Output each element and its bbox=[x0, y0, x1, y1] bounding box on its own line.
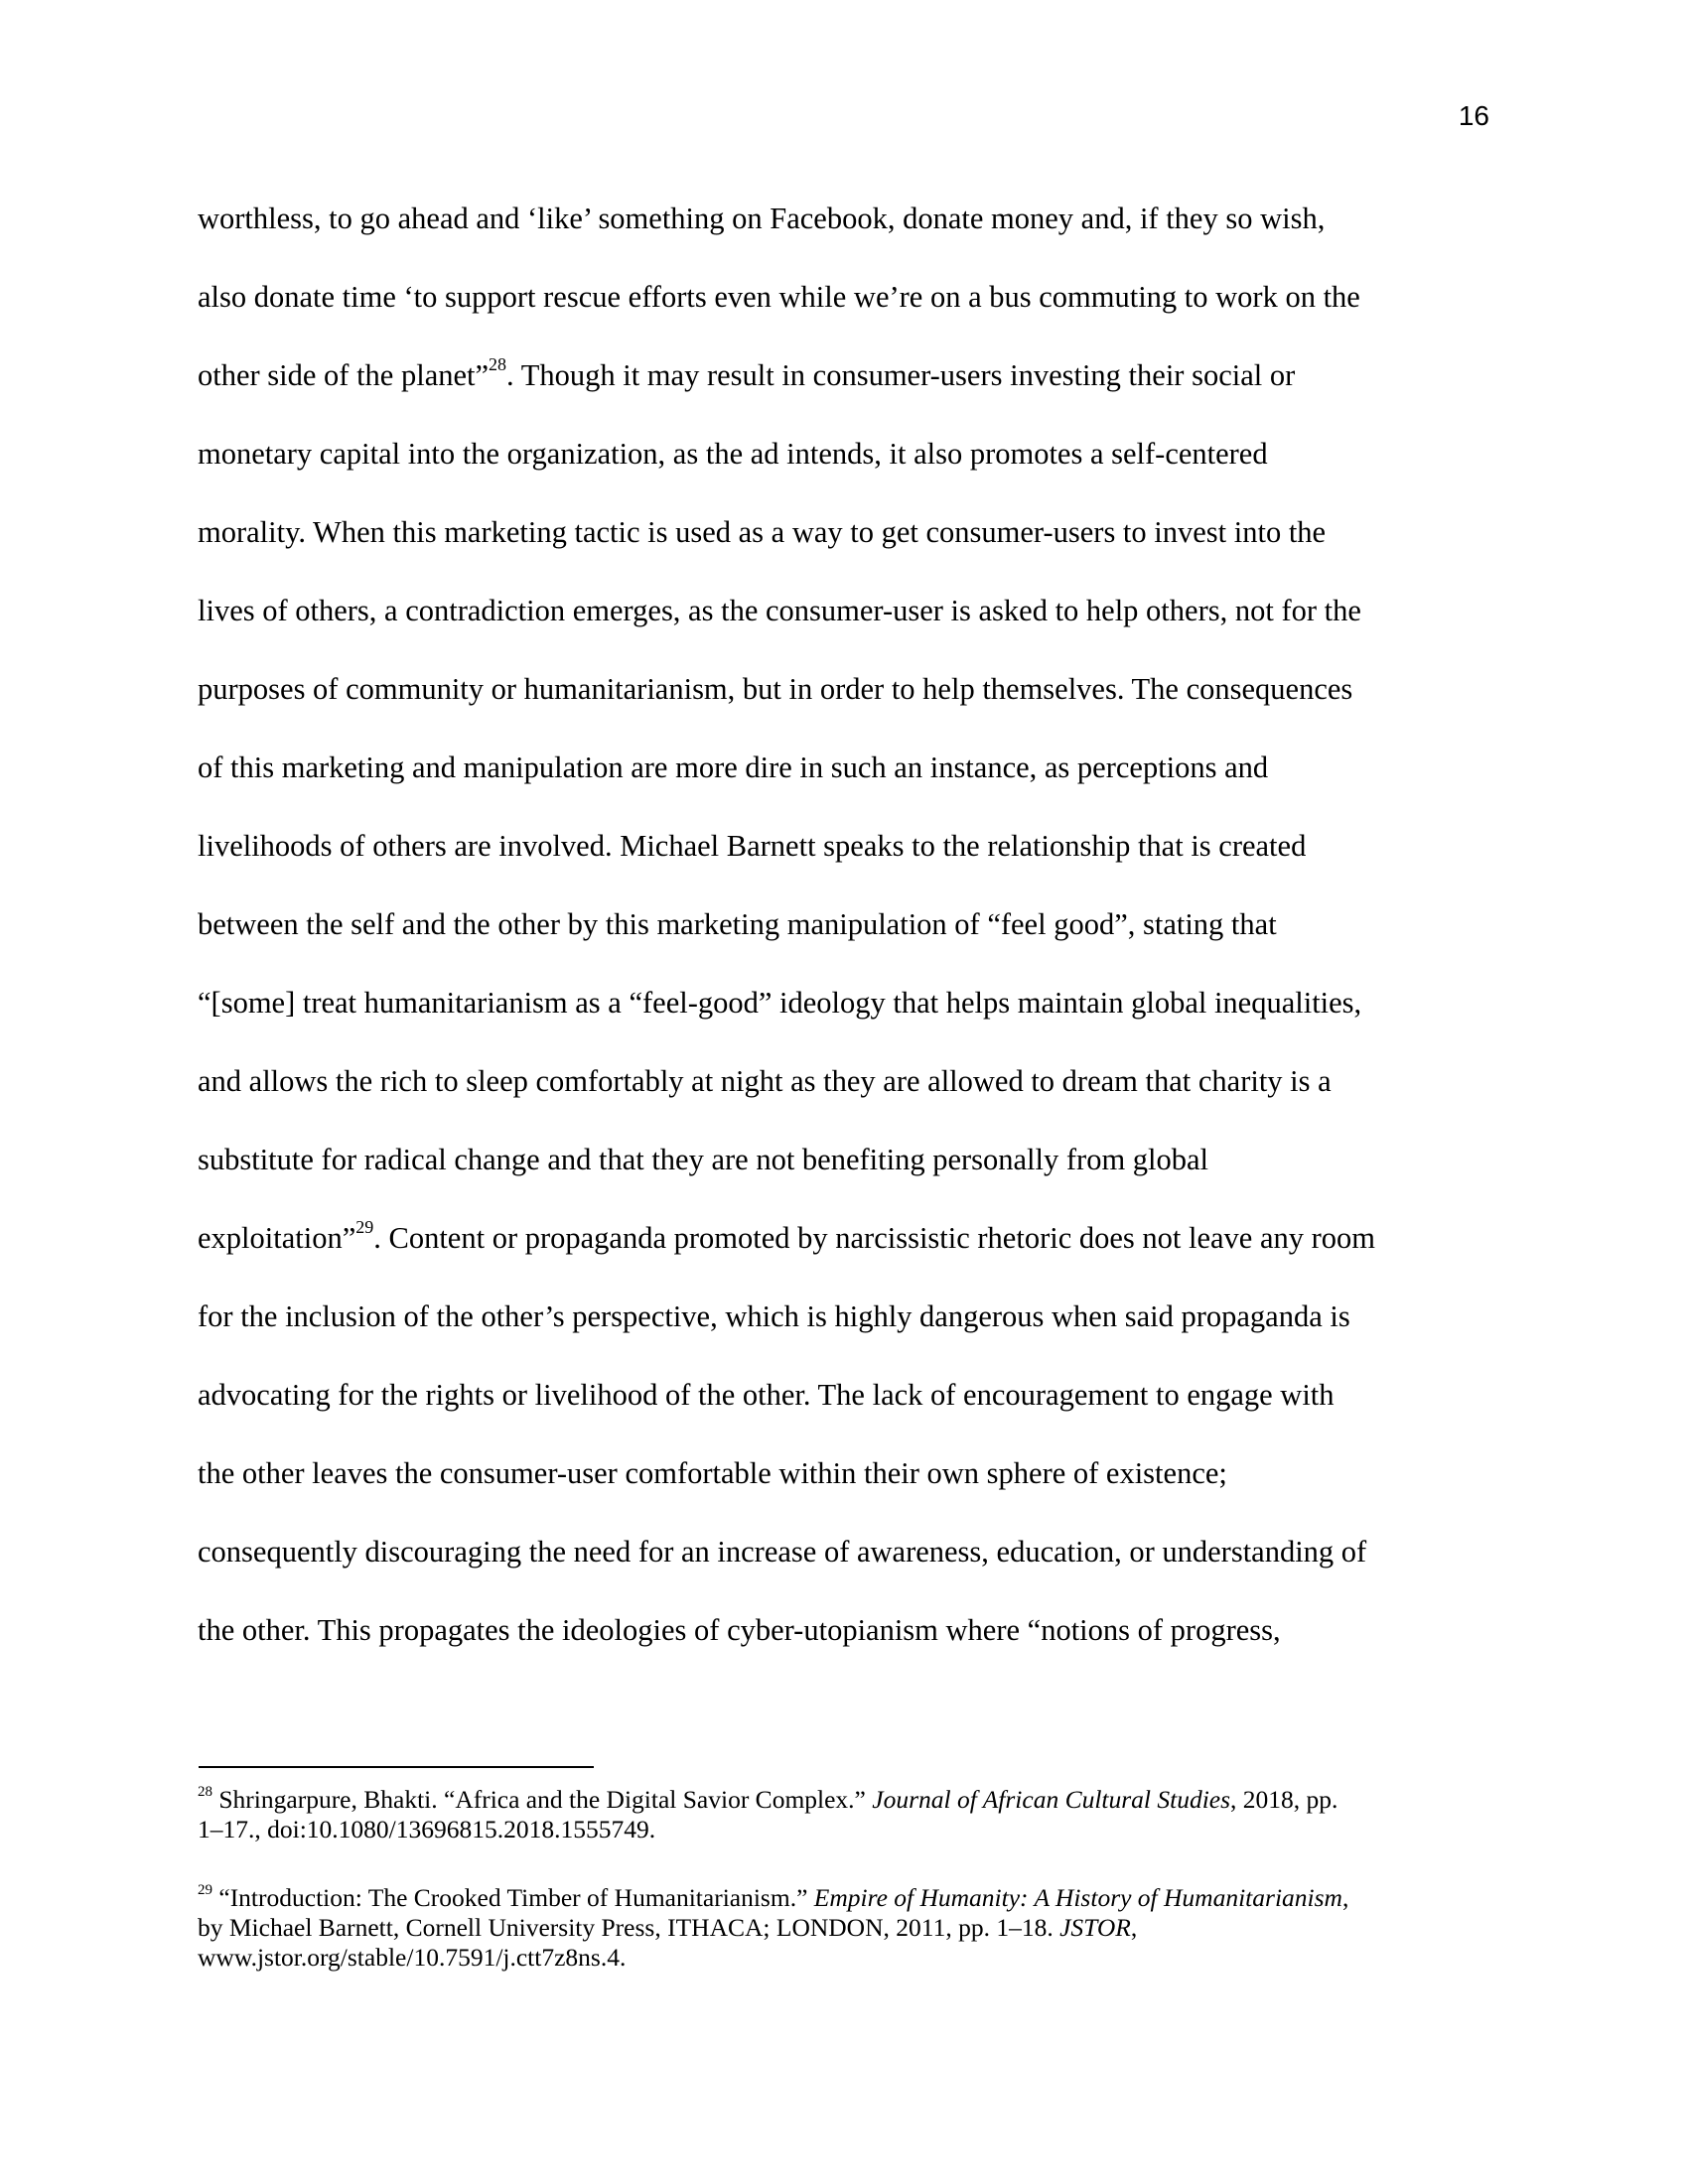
footnote-text: by Michael Barnett, Cornell University Press, ITHACA; LONDON, 2011, pp. 1–18. bbox=[198, 1913, 1060, 1942]
footnote-29 bbox=[198, 1881, 1349, 1912]
body-line: advocating for the rights or livelihood of the other. The lack of encouragement to engage with bbox=[198, 1378, 1335, 1412]
book-title: Empire of Humanity: A History of Humanitarianism bbox=[813, 1883, 1342, 1912]
body-line: between the self and the other by this marketing manipulation of “feel good”, stating that bbox=[198, 907, 1277, 941]
body-line bbox=[198, 355, 1295, 395]
body-line: “[some] treat humanitarianism as a “feel-good” ideology that helps maintain global inequalities, bbox=[198, 986, 1362, 1020]
footnote-ref-29: 29 bbox=[355, 1216, 374, 1237]
journal-title: Journal of African Cultural Studies bbox=[872, 1785, 1231, 1814]
body-text-span: other side of the planet” bbox=[198, 358, 490, 392]
body-line: purposes of community or humanitarianism, but in order to help themselves. The consequences bbox=[198, 672, 1353, 706]
source-title: JSTOR bbox=[1059, 1913, 1131, 1942]
footnote-text: “Introduction: The Crooked Timber of Humanitarianism.” bbox=[212, 1883, 814, 1912]
body-line: lives of others, a contradiction emerges, as the consumer-user is asked to help others, not for the bbox=[198, 594, 1361, 627]
body-line: and allows the rich to sleep comfortably at night as they are allowed to dream that charity is a bbox=[198, 1064, 1332, 1098]
body-line: consequently discouraging the need for an increase of awareness, education, or understanding of bbox=[198, 1535, 1367, 1569]
body-line: worthless, to go ahead and ‘like’ something on Facebook, donate money and, if they so wish, bbox=[198, 202, 1326, 235]
body-line: substitute for radical change and that they are not benefiting personally from global bbox=[198, 1143, 1209, 1176]
body-line: for the inclusion of the other’s perspective, which is highly dangerous when said propaganda is bbox=[198, 1299, 1350, 1333]
footnote-text: , bbox=[1341, 1883, 1349, 1912]
body-line: the other. This propagates the ideologies of cyber-utopianism where “notions of progress, bbox=[198, 1613, 1281, 1647]
footnote-29-line-3: www.jstor.org/stable/10.7591/j.ctt7z8ns.4. bbox=[198, 1943, 627, 1972]
body-line: morality. When this marketing tactic is used as a way to get consumer-users to invest into the bbox=[198, 515, 1327, 549]
footnote-28-line-2: 1–17., doi:10.1080/13696815.2018.1555749. bbox=[198, 1815, 656, 1843]
body-text-span: . Though it may result in consumer-users investing their social or bbox=[506, 358, 1296, 392]
body-line: monetary capital into the organization, as the ad intends, it also promotes a self-centered bbox=[198, 437, 1268, 471]
footnote-marker: 29 bbox=[198, 1881, 212, 1898]
footnote-text: , 2018, pp. bbox=[1230, 1785, 1338, 1814]
footnote-separator bbox=[199, 1766, 594, 1768]
footnote-text: Shringarpure, Bhakti. “Africa and the Digital Savior Complex.” bbox=[212, 1785, 873, 1814]
footnote-marker: 28 bbox=[198, 1783, 212, 1800]
footnote-ref-28: 28 bbox=[489, 353, 507, 374]
body-text-span: exploitation” bbox=[198, 1221, 356, 1255]
footnote-text: , bbox=[1130, 1913, 1138, 1942]
body-line: livelihoods of others are involved. Michael Barnett speaks to the relationship that is created bbox=[198, 829, 1307, 863]
body-line bbox=[198, 1218, 1375, 1258]
body-line: also donate time ‘to support rescue efforts even while we’re on a bus commuting to work on the bbox=[198, 280, 1360, 314]
body-line: the other leaves the consumer-user comfortable within their own sphere of existence; bbox=[198, 1456, 1227, 1490]
footnote-28 bbox=[198, 1783, 1338, 1814]
footnote-29-line-2 bbox=[198, 1914, 1137, 1942]
body-line: of this marketing and manipulation are more dire in such an instance, as perceptions and bbox=[198, 751, 1269, 784]
body-text-span: . Content or propaganda promoted by narcissistic rhetoric does not leave any room bbox=[373, 1221, 1375, 1255]
page-number: 16 bbox=[1458, 100, 1489, 131]
